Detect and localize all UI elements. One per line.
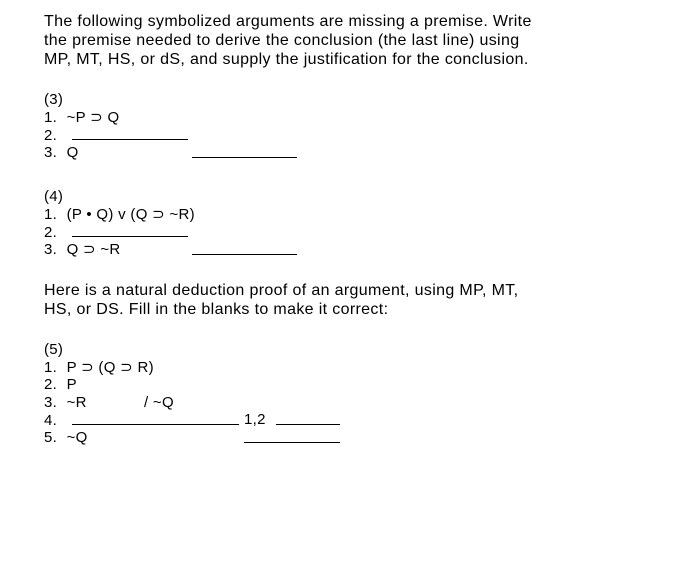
instructions-line: HS, or DS. Fill in the blanks to make it correct:	[44, 301, 389, 318]
justification-blank[interactable]	[244, 429, 340, 443]
line-formula: Q	[66, 143, 79, 161]
argument-label: (3)	[44, 91, 64, 108]
line-formula: ~Q	[66, 428, 88, 446]
line-number: 1.	[44, 205, 58, 223]
line-formula: Q ⊃ ~R	[66, 240, 121, 258]
line-number: 1.	[44, 108, 58, 126]
line-formula: ~P ⊃ Q	[66, 108, 120, 126]
missing-formula-blank[interactable]	[72, 411, 239, 425]
argument-4	[44, 188, 195, 258]
line-number: 1.	[44, 358, 58, 376]
argument-5	[44, 341, 266, 446]
conclusion-marker: / ~Q	[144, 393, 174, 411]
instructions-line: Here is a natural deduction proof of an argument, using MP, MT,	[44, 282, 519, 299]
line-number: 2.	[44, 376, 58, 393]
proof-line-1	[44, 109, 188, 127]
line-number: 4.	[44, 412, 58, 429]
justification-blank[interactable]	[192, 144, 297, 158]
proof-line-3	[44, 241, 195, 259]
line-formula: P	[66, 376, 77, 393]
instructions-paragraph	[44, 281, 518, 319]
justification-rule-blank[interactable]	[276, 411, 340, 425]
proof-line-2	[44, 223, 195, 241]
argument-label: (5)	[44, 341, 64, 358]
intro-line: the premise needed to derive the conclusion (the last line) using	[44, 32, 520, 49]
proof-line-2	[44, 126, 188, 144]
proof-line-1	[44, 359, 239, 377]
justification-line-refs: 1,2	[244, 411, 266, 428]
line-formula: (P • Q) v (Q ⊃ ~R)	[66, 205, 195, 223]
proof-line-4	[44, 411, 266, 429]
line-formula: P ⊃ (Q ⊃ R)	[66, 358, 154, 376]
line-number: 2.	[44, 224, 58, 241]
missing-premise-blank[interactable]	[72, 126, 188, 140]
intro-line: MP, MT, HS, or dS, and supply the justification for the conclusion.	[44, 51, 529, 68]
missing-premise-blank[interactable]	[72, 223, 188, 237]
proof-line-3	[44, 394, 239, 412]
proof-line-5	[44, 429, 239, 447]
intro-line: The following symbolized arguments are missing a premise. Write	[44, 13, 532, 30]
line-number: 2.	[44, 127, 58, 144]
argument-3	[44, 91, 188, 161]
intro-paragraph	[44, 12, 532, 69]
proof-line-1	[44, 206, 195, 224]
line-number: 3.	[44, 143, 58, 161]
line-number: 3.	[44, 240, 58, 258]
proof-line-3	[44, 144, 188, 162]
argument-label: (4)	[44, 188, 64, 205]
line-formula: ~R	[66, 393, 87, 411]
line-number: 3.	[44, 393, 58, 411]
justification-blank[interactable]	[192, 241, 297, 255]
proof-line-2	[44, 376, 239, 394]
line-number: 5.	[44, 428, 58, 446]
